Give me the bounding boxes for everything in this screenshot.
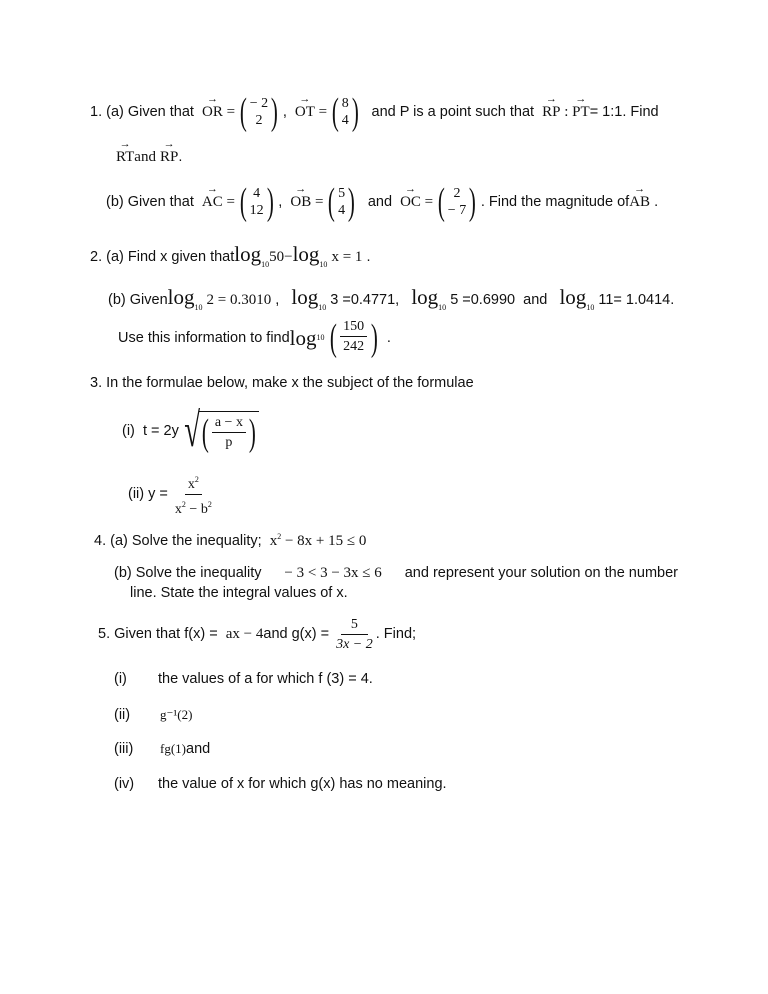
item-label: (ii) bbox=[114, 707, 131, 723]
log-symbol: log bbox=[411, 285, 439, 309]
ob-top: 5 bbox=[338, 186, 346, 201]
q1b-line: (b) Given that → AC = ( 4 12 ) , → OB = ( 5 4 ) and → OC = ( 2 − 7 ) . Find the magnitude of → AB . bbox=[106, 180, 658, 224]
item-label: (iii) bbox=[114, 741, 134, 757]
q2b-line: (b) Givenlog$_{10}$ 2 = 0.3010 , $\log_{10} 3 =0.4771$, $\log_{10} 5 =0.6990$ and $\log_{10} 11= 1.0414$. bbox=[108, 285, 675, 312]
q5-item-ii bbox=[114, 707, 193, 723]
q4a-line: 4. (a) Solve the inequality; $x^2 - 8x + 15 \le 0$ bbox=[94, 532, 367, 549]
log-base: 10 bbox=[318, 303, 327, 312]
q3ii-line bbox=[128, 474, 215, 517]
q1a-mid: and P is a point such that bbox=[371, 103, 535, 120]
vector-or-label: → OR bbox=[202, 105, 223, 120]
q4a-expr: − 8x + 15 ≤ 0 bbox=[284, 533, 367, 549]
vector-ac-label: → AC bbox=[202, 195, 223, 210]
and-word: and bbox=[134, 149, 156, 165]
log-base: 10 bbox=[261, 260, 270, 269]
q5-item-iv bbox=[114, 776, 447, 792]
q2b-end: . bbox=[386, 329, 391, 346]
vector-ac: ( 4 12 ) bbox=[239, 181, 274, 223]
g-num: 5 bbox=[341, 617, 368, 635]
q2b-use-line bbox=[118, 318, 391, 358]
q4a-intro: 4. (a) Solve the inequality; bbox=[94, 533, 262, 549]
vector-ob-label: → OB bbox=[290, 195, 311, 210]
q1a-line2 bbox=[116, 150, 182, 165]
frac-den: 242 bbox=[343, 339, 365, 354]
q5-and-g: and g(x) = bbox=[263, 625, 330, 642]
q3i-label: (i) bbox=[122, 422, 135, 439]
or-top: − 2 bbox=[249, 96, 269, 111]
log-base: 10 bbox=[319, 260, 328, 269]
q2b-use-text: Use this information to find bbox=[118, 329, 290, 346]
q2b-val2: 3 =0.4771, bbox=[330, 292, 400, 308]
item-suffix: and bbox=[186, 741, 211, 757]
log-symbol: log bbox=[291, 285, 319, 309]
q2b-val4: 11= 1.0414. bbox=[598, 292, 675, 308]
q4b-line1 bbox=[114, 566, 678, 581]
q3i-lhs: t = 2y bbox=[142, 422, 179, 439]
log-symbol: log bbox=[289, 325, 317, 350]
item-label: (i) bbox=[114, 671, 127, 687]
q1b-end: . bbox=[654, 193, 659, 210]
vector-pt-label: → PT bbox=[572, 105, 590, 120]
log-symbol: log bbox=[559, 285, 587, 309]
item-label: (iv) bbox=[114, 776, 135, 792]
q5-find: . Find; bbox=[375, 625, 417, 642]
ac-top: 4 bbox=[253, 186, 261, 201]
q2b-fraction: ( $\frac{150}{242}$ ) bbox=[329, 317, 378, 359]
q4b-expr: − 3 < 3 − 3x ≤ 6 bbox=[284, 565, 382, 581]
q5-fx: ax − 4 bbox=[225, 625, 264, 642]
q2a-arg1: 50 bbox=[269, 249, 285, 265]
q2b-intro: (b) Given bbox=[108, 292, 168, 308]
q3i-num: a − x bbox=[212, 415, 246, 433]
q2a-arg2: x = 1 bbox=[331, 249, 363, 265]
ot-bottom: 4 bbox=[341, 113, 349, 128]
item-text: g⁻¹(2) bbox=[160, 707, 193, 722]
q3i-den: p bbox=[225, 435, 233, 450]
q3ii-lhs: y = bbox=[148, 485, 168, 502]
q2b-and: and bbox=[523, 292, 548, 308]
end-dot: . bbox=[178, 149, 183, 165]
q1a-intro: 1. (a) Given that bbox=[90, 103, 194, 120]
ratio-colon: : bbox=[564, 103, 569, 120]
q4b-start: (b) Solve the inequality bbox=[114, 565, 262, 581]
q5-g-fraction bbox=[333, 617, 376, 652]
q5-intro: 5. Given that f(x) = bbox=[98, 625, 218, 642]
vector-oc-label: → OC bbox=[400, 195, 421, 210]
vector-ab-label: → AB bbox=[629, 195, 650, 210]
q1a-line: 1. (a) Given that → OR = ( − 2 2 ) , → OT = ( 8 4 ) and P is a point such that → RP : → PT = 1:1. Find bbox=[90, 90, 659, 134]
item-text: the value of x for which g(x) has no meaning. bbox=[158, 776, 447, 792]
q2a-intro: 2. (a) Find x given that bbox=[90, 249, 235, 265]
vector-or: ( − 2 2 ) bbox=[239, 91, 278, 133]
q4b-line2: line. State the integral values of x. bbox=[130, 585, 348, 601]
log-symbol: log bbox=[234, 242, 262, 266]
log-symbol: log bbox=[292, 242, 320, 266]
q5-item-iii bbox=[114, 741, 211, 757]
q5-line bbox=[98, 614, 416, 654]
vector-rp2-label: → RP bbox=[160, 150, 178, 165]
log-base: 10 bbox=[438, 303, 447, 312]
log-base: 10 bbox=[194, 303, 203, 312]
ot-top: 8 bbox=[341, 96, 349, 111]
q3i-line bbox=[122, 406, 259, 456]
vector-ot-label: → OT bbox=[295, 105, 315, 120]
vector-ot: ( 8 4 ) bbox=[331, 91, 359, 133]
q2b-val3: 5 =0.6990 bbox=[450, 292, 516, 308]
q3ii-fraction: $\frac{x^2}{x^2 - b^2}$ bbox=[172, 472, 215, 517]
q2a-line bbox=[90, 244, 370, 269]
q1a-ratio: = 1:1. Find bbox=[589, 103, 659, 120]
ac-bottom: 12 bbox=[249, 203, 264, 218]
sqrt-symbol: √ ( $\frac{a - x}{p}$ ) bbox=[179, 407, 259, 455]
vector-rt-label: → RT bbox=[116, 150, 134, 165]
q3ii-den-b: b bbox=[200, 501, 208, 517]
q3ii-label: (ii) bbox=[128, 485, 145, 502]
frac-num: 150 bbox=[340, 319, 367, 337]
or-bottom: 2 bbox=[255, 113, 263, 128]
q2a-end: . bbox=[366, 249, 371, 265]
vector-ob: ( 5 4 ) bbox=[328, 181, 355, 223]
oc-bottom: − 7 bbox=[447, 203, 467, 218]
q1b-intro: (b) Given that bbox=[106, 193, 194, 210]
q1b-and: and bbox=[367, 193, 393, 210]
g-den: 3x − 2 bbox=[336, 636, 373, 652]
log-base: 10 bbox=[316, 333, 325, 342]
q3-intro: 3. In the formulae below, make x the subject of the formulae bbox=[90, 375, 474, 391]
item-text: the values of a for which f (3) = 4. bbox=[158, 671, 373, 687]
vector-rp-label: → RP bbox=[542, 105, 560, 120]
log-symbol: log bbox=[167, 285, 195, 309]
q2b-val1: 2 = 0.3010 bbox=[206, 292, 272, 308]
ob-bottom: 4 bbox=[338, 203, 346, 218]
q1b-tail: . Find the magnitude of bbox=[480, 193, 630, 210]
minus-sign: − bbox=[284, 249, 293, 265]
q5-item-i bbox=[114, 671, 373, 687]
vector-oc: ( 2 − 7 ) bbox=[437, 181, 477, 223]
item-text: fg(1) bbox=[160, 741, 186, 756]
oc-top: 2 bbox=[453, 186, 461, 201]
log-base: 10 bbox=[586, 303, 595, 312]
q4b-end: and represent your solution on the number bbox=[404, 565, 678, 581]
